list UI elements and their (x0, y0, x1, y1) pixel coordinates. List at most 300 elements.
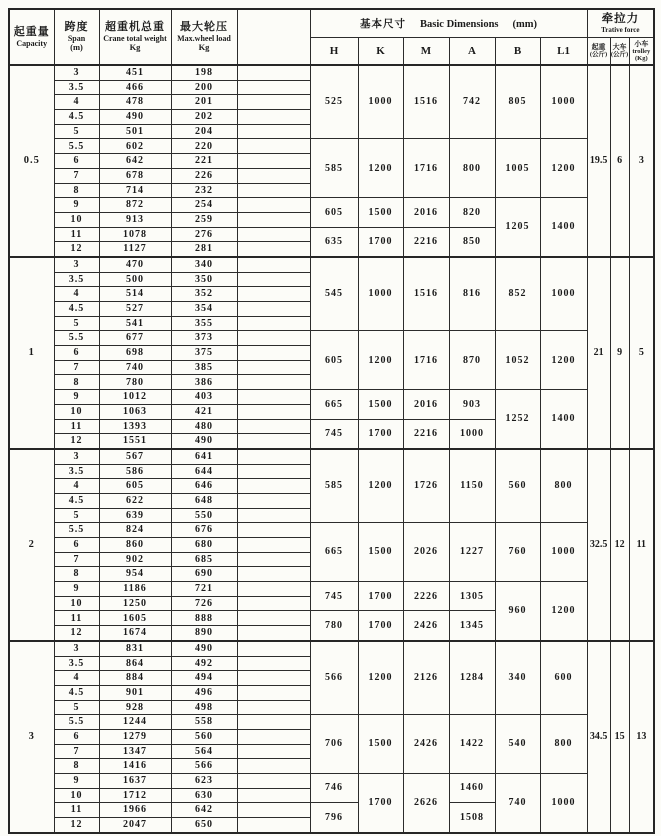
cell-empty (237, 80, 310, 95)
cell-span: 5.5 (54, 523, 99, 538)
cell-empty (237, 538, 310, 553)
cell-load: 350 (171, 272, 237, 287)
header-dim-A: A (449, 38, 495, 66)
cell-weight: 602 (99, 139, 171, 154)
cell-weight: 2047 (99, 818, 171, 833)
cell-weight: 586 (99, 464, 171, 479)
cell-dim-H: 566 (310, 641, 358, 715)
cell-span: 7 (54, 168, 99, 183)
header-span-zh: 跨度 (64, 21, 89, 34)
cell-weight: 478 (99, 95, 171, 110)
cell-span: 3 (54, 449, 99, 464)
cell-load: 648 (171, 493, 237, 508)
cell-span: 4 (54, 95, 99, 110)
cell-load: 690 (171, 567, 237, 582)
cell-dim-H: 706 (310, 715, 358, 774)
cell-load: 888 (171, 611, 237, 626)
header-traction-hoist: 起重 (公斤) (587, 38, 610, 66)
cell-dim-K: 1000 (358, 65, 403, 139)
cell-empty (237, 759, 310, 774)
cell-dim-A: 903 (449, 390, 495, 419)
cell-empty (237, 124, 310, 139)
cell-empty (237, 404, 310, 419)
cell-empty (237, 168, 310, 183)
header-capacity-en: Capacity (16, 38, 48, 48)
cell-dim-L1: 600 (540, 641, 587, 715)
cell-dim-M: 2216 (403, 419, 449, 449)
cell-weight: 1637 (99, 774, 171, 789)
cell-empty (237, 346, 310, 361)
cell-span: 5 (54, 508, 99, 523)
cell-dim-K: 1700 (358, 774, 403, 833)
cell-traction-1: 12 (610, 449, 629, 641)
cell-weight: 902 (99, 552, 171, 567)
cell-load: 385 (171, 360, 237, 375)
cell-empty (237, 818, 310, 833)
cell-empty (237, 110, 310, 125)
cell-empty (237, 803, 310, 818)
cell-load: 494 (171, 671, 237, 686)
cell-dim-M: 2626 (403, 774, 449, 833)
cell-load: 403 (171, 390, 237, 405)
cell-dim-B: 1005 (495, 139, 540, 198)
cell-empty (237, 65, 310, 80)
cell-dim-A: 1150 (449, 449, 495, 523)
cell-dim-L1: 1400 (540, 390, 587, 449)
cell-dim-A: 816 (449, 257, 495, 331)
header-basic-dimensions (310, 9, 587, 38)
cell-dim-A: 1422 (449, 715, 495, 774)
header-traction-zh: 牵拉力 (601, 12, 640, 25)
cell-load: 198 (171, 65, 237, 80)
cell-span: 4.5 (54, 685, 99, 700)
header-dim-K: K (358, 38, 403, 66)
cell-empty (237, 611, 310, 626)
cell-empty (237, 434, 310, 449)
cell-dim-M: 2226 (403, 582, 449, 611)
cell-dim-K: 1500 (358, 715, 403, 774)
cell-dim-K: 1200 (358, 641, 403, 715)
cell-weight: 490 (99, 110, 171, 125)
cell-span: 4.5 (54, 493, 99, 508)
cell-dim-A: 1508 (449, 803, 495, 833)
cell-dim-K: 1700 (358, 227, 403, 257)
cell-traction-1: 6 (610, 65, 629, 257)
cell-dim-L1: 800 (540, 449, 587, 523)
cell-dim-H: 745 (310, 582, 358, 611)
header-wheel-load (171, 9, 237, 65)
cell-dim-H: 585 (310, 139, 358, 198)
cell-load: 386 (171, 375, 237, 390)
cell-span: 10 (54, 788, 99, 803)
cell-weight: 1012 (99, 390, 171, 405)
cell-weight: 884 (99, 671, 171, 686)
cell-dim-M: 1716 (403, 331, 449, 390)
cell-weight: 466 (99, 80, 171, 95)
cell-dim-M: 2016 (403, 390, 449, 419)
cell-dim-A: 870 (449, 331, 495, 390)
cell-weight: 1416 (99, 759, 171, 774)
cell-load: 232 (171, 183, 237, 198)
cell-weight: 677 (99, 331, 171, 346)
cell-load: 490 (171, 434, 237, 449)
cell-dim-B: 1252 (495, 390, 540, 449)
cell-load: 650 (171, 818, 237, 833)
cell-load: 421 (171, 404, 237, 419)
cell-weight: 698 (99, 346, 171, 361)
cell-load: 201 (171, 95, 237, 110)
cell-dim-B: 960 (495, 582, 540, 641)
header-capacity (9, 9, 54, 65)
cell-span: 4.5 (54, 302, 99, 317)
header-wheel-load-zh: 最大轮压 (180, 21, 228, 34)
cell-load: 641 (171, 449, 237, 464)
cell-weight: 831 (99, 641, 171, 656)
cell-weight: 1712 (99, 788, 171, 803)
cell-dim-A: 820 (449, 198, 495, 227)
cell-weight: 1393 (99, 419, 171, 434)
cell-load: 680 (171, 538, 237, 553)
table-header (9, 9, 654, 65)
cell-traction-0: 34.5 (587, 641, 610, 833)
cell-dim-A: 1305 (449, 582, 495, 611)
cell-span: 3.5 (54, 464, 99, 479)
cell-load: 480 (171, 419, 237, 434)
cell-capacity: 2 (9, 449, 54, 641)
cell-dim-H: 796 (310, 803, 358, 833)
cell-dim-B: 740 (495, 774, 540, 833)
cell-load: 202 (171, 110, 237, 125)
cell-empty (237, 272, 310, 287)
cell-dim-L1: 1000 (540, 65, 587, 139)
cell-empty (237, 582, 310, 597)
cell-dim-K: 1500 (358, 523, 403, 582)
cell-load: 375 (171, 346, 237, 361)
cell-span: 9 (54, 198, 99, 213)
cell-dim-H: 525 (310, 65, 358, 139)
cell-weight: 913 (99, 212, 171, 227)
cell-weight: 1551 (99, 434, 171, 449)
cell-load: 496 (171, 685, 237, 700)
cell-dim-M: 2026 (403, 523, 449, 582)
cell-dim-L1: 800 (540, 715, 587, 774)
cell-load: 630 (171, 788, 237, 803)
cell-dim-M: 2126 (403, 641, 449, 715)
cell-load: 566 (171, 759, 237, 774)
cell-dim-A: 1460 (449, 774, 495, 803)
cell-load: 221 (171, 154, 237, 169)
cell-span: 6 (54, 538, 99, 553)
cell-weight: 514 (99, 287, 171, 302)
cell-empty (237, 316, 310, 331)
cell-empty (237, 685, 310, 700)
cell-empty (237, 227, 310, 242)
cell-span: 11 (54, 227, 99, 242)
header-capacity-zh: 起重量 (13, 26, 50, 39)
cell-weight: 470 (99, 257, 171, 272)
header-dims-zh: 基本尺寸 (360, 19, 407, 31)
header-span-en: Span (67, 33, 86, 43)
cell-load: 254 (171, 198, 237, 213)
cell-span: 5.5 (54, 331, 99, 346)
cell-empty (237, 656, 310, 671)
cell-dim-H: 780 (310, 611, 358, 641)
cell-span: 12 (54, 626, 99, 641)
cell-empty (237, 95, 310, 110)
cell-dim-H: 585 (310, 449, 358, 523)
cell-weight: 780 (99, 375, 171, 390)
cell-load: 498 (171, 700, 237, 715)
cell-weight: 864 (99, 656, 171, 671)
cell-span: 3.5 (54, 80, 99, 95)
header-dim-M: M (403, 38, 449, 66)
cell-load: 490 (171, 641, 237, 656)
cell-weight: 1347 (99, 744, 171, 759)
cell-empty (237, 390, 310, 405)
cell-empty (237, 788, 310, 803)
cell-load: 373 (171, 331, 237, 346)
cell-traction-2: 3 (629, 65, 654, 257)
cell-dim-H: 745 (310, 419, 358, 449)
cell-span: 12 (54, 434, 99, 449)
cell-traction-0: 19.5 (587, 65, 610, 257)
cell-empty (237, 212, 310, 227)
cell-load: 558 (171, 715, 237, 730)
cell-load: 276 (171, 227, 237, 242)
cell-dim-K: 1200 (358, 139, 403, 198)
cell-load: 352 (171, 287, 237, 302)
cell-dim-K: 1200 (358, 331, 403, 390)
cell-span: 11 (54, 803, 99, 818)
cell-dim-M: 2216 (403, 227, 449, 257)
cell-empty (237, 700, 310, 715)
cell-empty (237, 257, 310, 272)
cell-weight: 824 (99, 523, 171, 538)
cell-weight: 1244 (99, 715, 171, 730)
cell-traction-2: 5 (629, 257, 654, 449)
cell-load: 355 (171, 316, 237, 331)
cell-dim-B: 1205 (495, 198, 540, 257)
cell-weight: 1605 (99, 611, 171, 626)
header-wheel-load-unit: Kg (198, 42, 210, 53)
cell-dim-K: 1500 (358, 198, 403, 227)
cell-weight: 622 (99, 493, 171, 508)
cell-load: 726 (171, 596, 237, 611)
cell-empty (237, 360, 310, 375)
cell-span: 7 (54, 552, 99, 567)
cell-span: 3 (54, 257, 99, 272)
header-crane-weight-en: Crane total weight (103, 33, 167, 43)
cell-dim-A: 742 (449, 65, 495, 139)
cell-span: 8 (54, 183, 99, 198)
cell-span: 5 (54, 316, 99, 331)
cell-empty (237, 242, 310, 257)
cell-span: 8 (54, 567, 99, 582)
cell-span: 12 (54, 818, 99, 833)
cell-dim-B: 852 (495, 257, 540, 331)
cell-traction-1: 15 (610, 641, 629, 833)
cell-empty (237, 302, 310, 317)
cell-weight: 567 (99, 449, 171, 464)
cell-empty (237, 331, 310, 346)
cell-weight: 527 (99, 302, 171, 317)
cell-empty (237, 715, 310, 730)
cell-weight: 678 (99, 168, 171, 183)
cell-span: 8 (54, 759, 99, 774)
cell-weight: 500 (99, 272, 171, 287)
cell-weight: 714 (99, 183, 171, 198)
cell-empty (237, 287, 310, 302)
header-wheel-load-en: Max.wheel load (177, 33, 231, 43)
cell-traction-0: 32.5 (587, 449, 610, 641)
cell-dim-K: 1700 (358, 419, 403, 449)
header-dim-L1: L1 (540, 38, 587, 66)
table-body (9, 65, 654, 833)
cell-span: 11 (54, 419, 99, 434)
cell-empty (237, 671, 310, 686)
header-traction-trolley: 小车 trolley (Kg) (629, 38, 654, 66)
header-span (54, 9, 99, 65)
cell-empty (237, 198, 310, 213)
cell-load: 564 (171, 744, 237, 759)
cell-dim-B: 560 (495, 449, 540, 523)
cell-empty (237, 523, 310, 538)
cell-dim-A: 1000 (449, 419, 495, 449)
cell-traction-0: 21 (587, 257, 610, 449)
cell-weight: 872 (99, 198, 171, 213)
cell-weight: 1279 (99, 729, 171, 744)
cell-load: 560 (171, 729, 237, 744)
cell-empty (237, 552, 310, 567)
cell-dim-B: 760 (495, 523, 540, 582)
cell-dim-K: 1700 (358, 611, 403, 641)
cell-weight: 501 (99, 124, 171, 139)
cell-span: 10 (54, 404, 99, 419)
cell-weight: 860 (99, 538, 171, 553)
cell-empty (237, 774, 310, 789)
cell-weight: 1966 (99, 803, 171, 818)
cell-capacity: 3 (9, 641, 54, 833)
cell-dim-K: 1000 (358, 257, 403, 331)
header-crane-weight-unit: Kg (129, 42, 141, 53)
cell-capacity: 0.5 (9, 65, 54, 257)
cell-load: 676 (171, 523, 237, 538)
cell-empty (237, 567, 310, 582)
cell-weight: 928 (99, 700, 171, 715)
cell-load: 685 (171, 552, 237, 567)
cell-empty (237, 729, 310, 744)
cell-dim-L1: 1200 (540, 582, 587, 641)
cell-dim-B: 340 (495, 641, 540, 715)
cell-dim-B: 540 (495, 715, 540, 774)
header-traction-crane-travel: 大车 (公斤) (610, 38, 629, 66)
cell-span: 6 (54, 729, 99, 744)
cell-dim-K: 1200 (358, 449, 403, 523)
header-dims-unit: (mm) (512, 19, 538, 31)
cell-load: 281 (171, 242, 237, 257)
cell-weight: 639 (99, 508, 171, 523)
cell-span: 3 (54, 65, 99, 80)
header-dim-B: B (495, 38, 540, 66)
cell-dim-M: 2426 (403, 715, 449, 774)
cell-dim-H: 665 (310, 390, 358, 419)
cell-traction-2: 11 (629, 449, 654, 641)
header-crane-weight-zh: 超重机总重 (105, 21, 165, 34)
cell-empty (237, 596, 310, 611)
header-crane-weight (99, 9, 171, 65)
cell-dim-L1: 1000 (540, 257, 587, 331)
cell-dim-H: 746 (310, 774, 358, 803)
cell-dim-H: 545 (310, 257, 358, 331)
cell-span: 5 (54, 124, 99, 139)
cell-dim-A: 1284 (449, 641, 495, 715)
cell-span: 4 (54, 479, 99, 494)
cell-empty (237, 139, 310, 154)
cell-dim-L1: 1400 (540, 198, 587, 257)
cell-span: 3 (54, 641, 99, 656)
cell-load: 623 (171, 774, 237, 789)
cell-dim-H: 605 (310, 331, 358, 390)
cell-span: 7 (54, 744, 99, 759)
cell-load: 220 (171, 139, 237, 154)
cell-traction-2: 13 (629, 641, 654, 833)
cell-load: 354 (171, 302, 237, 317)
cell-span: 9 (54, 774, 99, 789)
cell-weight: 451 (99, 65, 171, 80)
cell-empty (237, 641, 310, 656)
cell-capacity: 1 (9, 257, 54, 449)
cell-weight: 605 (99, 479, 171, 494)
cell-span: 7 (54, 360, 99, 375)
header-traction-en: Trative force (601, 26, 640, 35)
cell-dim-L1: 1000 (540, 774, 587, 833)
cell-load: 642 (171, 803, 237, 818)
cell-weight: 1078 (99, 227, 171, 242)
cell-weight: 541 (99, 316, 171, 331)
cell-span: 9 (54, 582, 99, 597)
cell-span: 6 (54, 154, 99, 169)
cell-weight: 954 (99, 567, 171, 582)
cell-dim-B: 805 (495, 65, 540, 139)
cell-weight: 1250 (99, 596, 171, 611)
header-empty-column (237, 9, 310, 65)
cell-weight: 1186 (99, 582, 171, 597)
cell-load: 644 (171, 464, 237, 479)
cell-span: 4 (54, 287, 99, 302)
header-traction (587, 9, 654, 38)
cell-weight: 1127 (99, 242, 171, 257)
cell-span: 6 (54, 346, 99, 361)
cell-span: 9 (54, 390, 99, 405)
cell-load: 721 (171, 582, 237, 597)
cell-span: 10 (54, 212, 99, 227)
cell-span: 5.5 (54, 715, 99, 730)
cell-weight: 642 (99, 154, 171, 169)
header-dims-en: Basic Dimensions (420, 19, 499, 31)
cell-span: 4 (54, 671, 99, 686)
cell-dim-A: 1227 (449, 523, 495, 582)
cell-dim-M: 1726 (403, 449, 449, 523)
cell-span: 8 (54, 375, 99, 390)
cell-load: 204 (171, 124, 237, 139)
cell-span: 3.5 (54, 272, 99, 287)
cell-dim-L1: 1200 (540, 139, 587, 198)
cell-empty (237, 419, 310, 434)
cell-load: 200 (171, 80, 237, 95)
cell-span: 11 (54, 611, 99, 626)
cell-span: 10 (54, 596, 99, 611)
cell-empty (237, 464, 310, 479)
